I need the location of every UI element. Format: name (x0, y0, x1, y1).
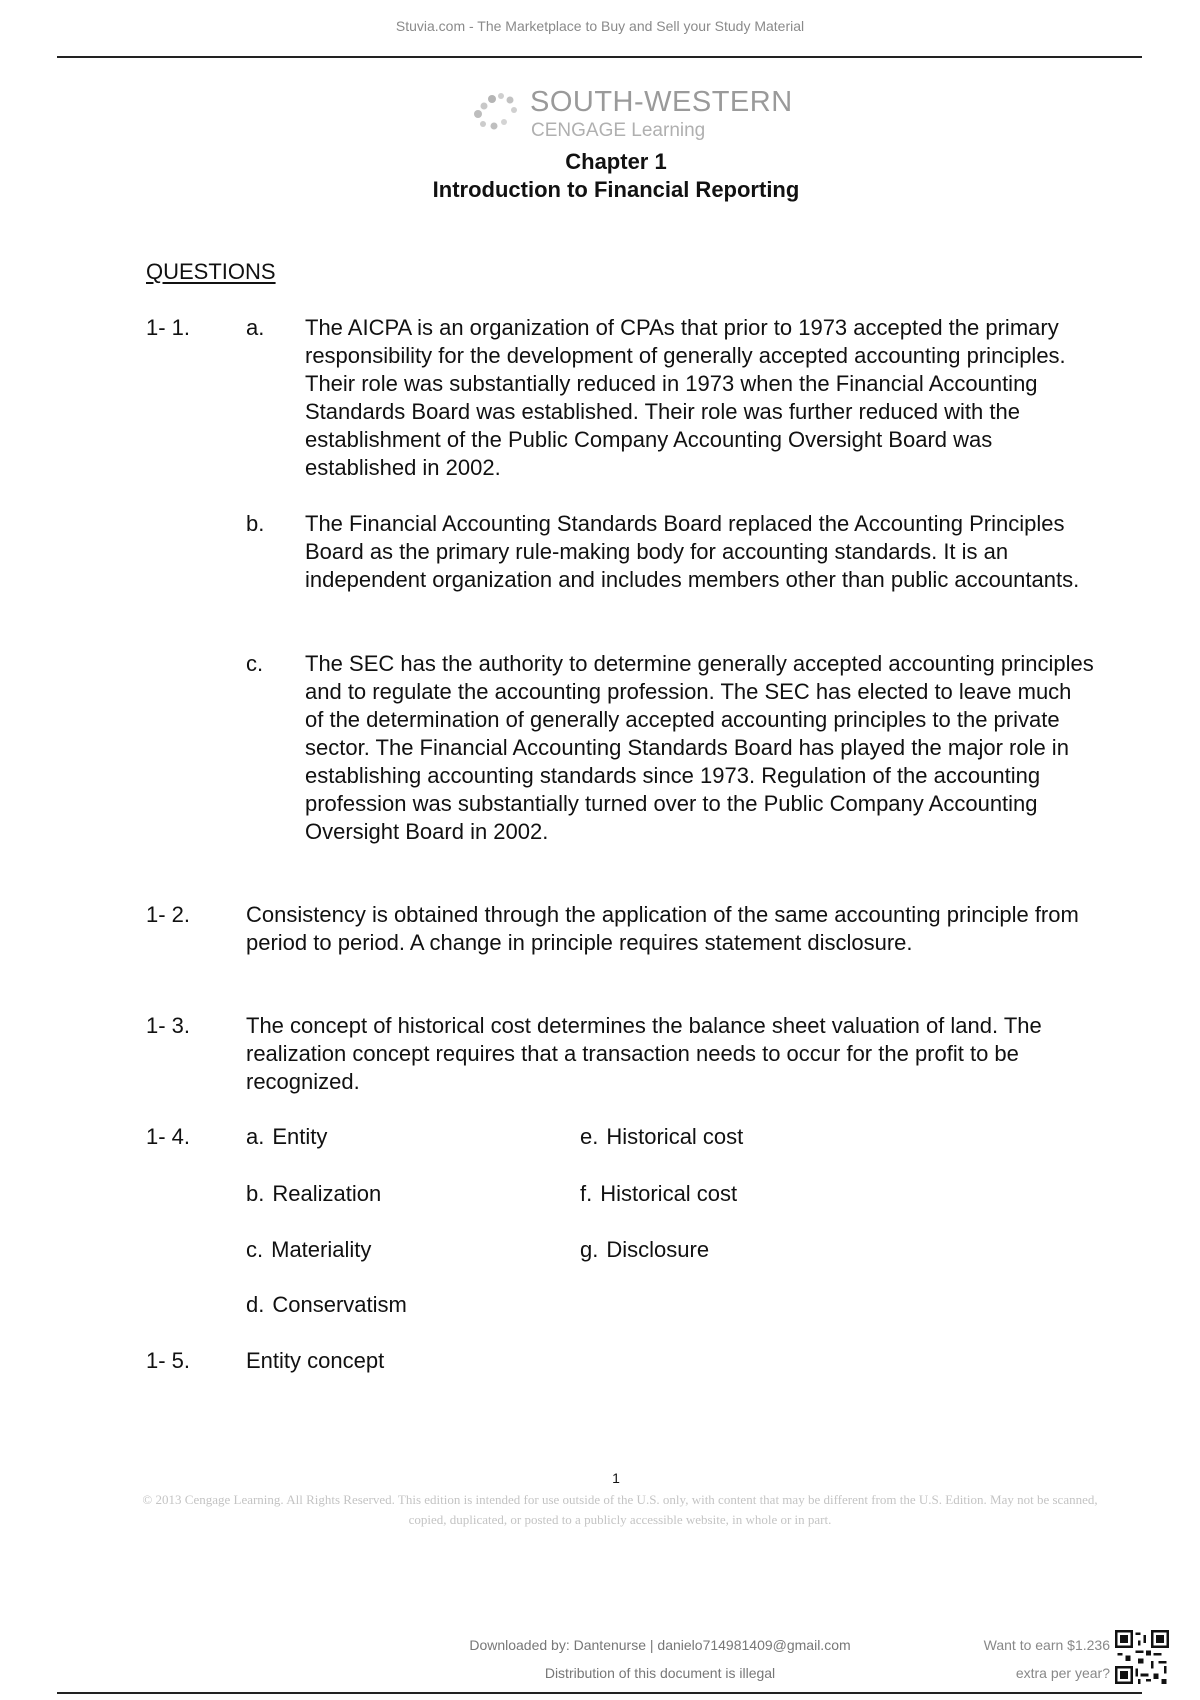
list-item (246, 1236, 371, 1264)
term-text: Historical cost (600, 1181, 738, 1206)
list-item (580, 1236, 709, 1264)
question-number: 1- 3. (146, 1013, 191, 1038)
question-number: 1- 1. (146, 315, 191, 340)
copyright-notice: © 2013 Cengage Learning. All Rights Reserved. This edition is intended for use outside of the U.S. only, with content that may be different from the U.S. Edition. May not be scanned, copied, duplicated, or posted to a publicly accessible website, in whole or in part. (142, 1492, 1098, 1527)
term-label: c. (246, 1237, 264, 1262)
earn-promo-line2: extra per year? (1015, 1665, 1110, 1681)
chapter-number: Chapter 1 (565, 149, 667, 174)
chapter-title: Introduction to Financial Reporting (432, 177, 800, 202)
term-label: b. (246, 1181, 265, 1206)
page-number: 1 (612, 1470, 620, 1486)
list-item (246, 1123, 327, 1151)
term-label: e. (580, 1124, 599, 1149)
answer-paragraph: The SEC has the authority to determine generally accepted accounting principles and to regulate the accounting profession. The SEC has elected to leave much of the determination of generally accepted accounting principles to the private sector. The Financial Accounting Standards Board has played the major role in establishing accounting standards since 1973. Regulation of the accounting profession was substantially turned over to the Public Company Accounting Oversight Board in 2002. (305, 651, 1094, 844)
distribution-notice: Distribution of this document is illegal (544, 1665, 776, 1681)
term-text: Materiality (271, 1237, 372, 1262)
chapter-heading (0, 148, 1200, 204)
list-item (246, 1291, 407, 1319)
term-label: f. (580, 1181, 593, 1206)
term-label: d. (246, 1292, 265, 1317)
cengage-dots-icon (468, 88, 524, 138)
earn-promo[interactable] (930, 1631, 1110, 1687)
list-item (580, 1180, 737, 1208)
earn-promo-line1: Want to earn $1.236 (983, 1637, 1110, 1653)
answer-paragraph: The concept of historical cost determines the balance sheet valuation of land. The realization concept requires that a transaction needs to occur for the profit to be recognized. (246, 1013, 1042, 1094)
downloaded-by-text: Downloaded by: Dantenurse | danielo714981409@gmail.com (469, 1637, 851, 1653)
term-text: Disclosure (606, 1237, 710, 1262)
answer-paragraph: The Financial Accounting Standards Board replaced the Accounting Principles Board as the primary rule-making body for accounting standards. It is an independent organization and includes members other than public accountants. (305, 511, 1080, 592)
answer-paragraph: The AICPA is an organization of CPAs that prior to 1973 accepted the primary responsibility for the development of generally accepted accounting principles. Their role was substantially reduced in 1973 when the Financial Accounting Standards Board was established. Their role was further reduced with the establishment of the Public Company Accounting Oversight Board was established in 2002. (305, 315, 1066, 480)
term-label: g. (580, 1237, 599, 1262)
list-item (246, 1180, 381, 1208)
download-footer (340, 1631, 980, 1687)
footer-divider (57, 1692, 1142, 1694)
logo-brand-line1: SOUTH-WESTERN (530, 86, 793, 118)
qr-code-icon[interactable] (1115, 1630, 1169, 1684)
site-banner: Stuvia.com - The Marketplace to Buy and Sell your Study Material (395, 18, 805, 34)
term-label: a. (246, 1124, 265, 1149)
answer-paragraph: Entity concept (246, 1348, 385, 1373)
answer-letter: c. (246, 651, 264, 676)
header-divider (57, 56, 1142, 58)
term-text: Historical cost (606, 1124, 744, 1149)
term-text: Entity (272, 1124, 328, 1149)
answer-paragraph: Consistency is obtained through the application of the same accounting principle from period to period. A change in principle requires statement disclosure. (246, 902, 1079, 955)
logo-brand-line2: CENGAGE Learning (531, 120, 706, 141)
list-item (580, 1123, 743, 1151)
section-heading: QUESTIONS (146, 259, 276, 284)
question-number: 1- 4. (146, 1124, 191, 1149)
answer-letter: b. (246, 511, 265, 536)
term-text: Conservatism (272, 1292, 407, 1317)
question-number: 1- 5. (146, 1348, 191, 1373)
term-text: Realization (272, 1181, 382, 1206)
question-number: 1- 2. (146, 902, 191, 927)
publisher-logo (468, 86, 793, 142)
answer-letter: a. (246, 315, 265, 340)
